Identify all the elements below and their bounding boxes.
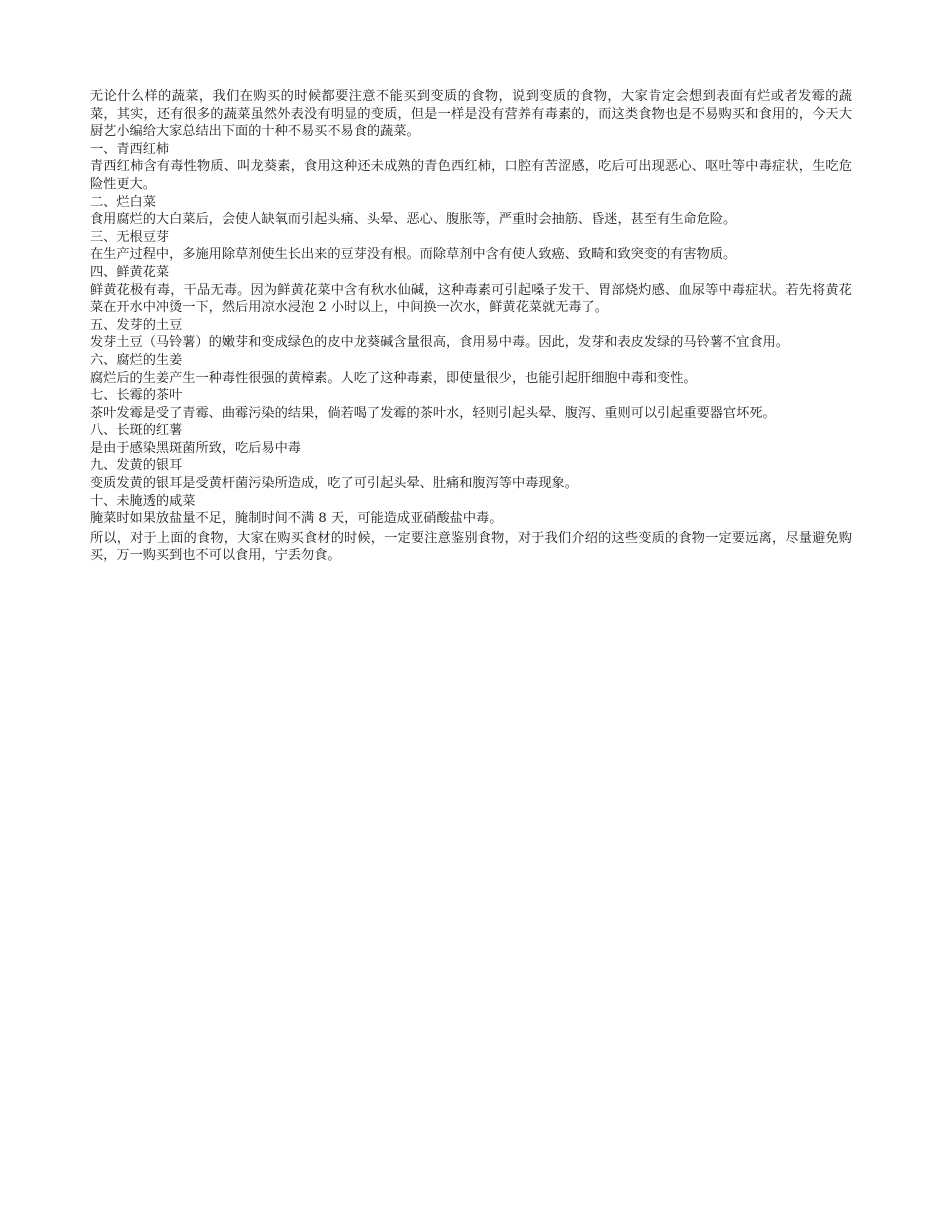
section-heading-8: 八、长斑的红薯 bbox=[90, 423, 183, 439]
article-body bbox=[90, 88, 852, 565]
section-heading-7: 七、长霉的茶叶 bbox=[90, 388, 183, 404]
section-body-8: 是由于感染黑斑菌所致，吃后易中毒 bbox=[90, 440, 301, 456]
section-body-10: 腌菜时如果放盐量不足，腌制时间不满 8 天，可能造成亚硝酸盐中毒。 bbox=[90, 511, 503, 527]
section-heading-2: 二、烂白菜 bbox=[90, 194, 156, 210]
section-heading-10: 十、未腌透的咸菜 bbox=[90, 493, 196, 509]
intro-paragraph: 无论什么样的蔬菜，我们在购买的时候都要注意不能买到变质的食物，说到变质的食物，大家肯定会想到表面有烂或者发霉的蔬菜，其实，还有很多的蔬菜虽然外表没有明显的变质，但是一样是没有营养有毒素的，而这类食物也是不易购买和食用的，今天大厨艺小编给大家总结出下面的十种不易买不易食的蔬菜。 bbox=[90, 89, 852, 140]
section-body-7: 茶叶发霉是受了青霉、曲霉污染的结果，倘若喝了发霉的茶叶水，轻则引起头晕、腹泻、重则可以引起重要器官坏死。 bbox=[90, 405, 776, 421]
section-heading-1: 一、青西红柿 bbox=[90, 141, 170, 157]
section-body-6: 腐烂后的生姜产生一种毒性很强的黄樟素。人吃了这种毒素，即使量很少，也能引起肝细胞中毒和变性。 bbox=[90, 370, 697, 386]
section-body-1: 青西红柿含有毒性物质、叫龙葵素，食用这种还未成熟的青色西红柿，口腔有苦涩感，吃后可出现恶心、呕吐等中毒症状，生吃危险性更大。 bbox=[90, 159, 852, 192]
section-heading-9: 九、发黄的银耳 bbox=[90, 458, 183, 474]
closing-paragraph: 所以，对于上面的食物，大家在购买食材的时候，一定要注意鉴别食物，对于我们介绍的这些变质的食物一定要远离，尽量避免购买，万一购买到也不可以食用，宁丢勿食。 bbox=[90, 530, 852, 564]
section-heading-6: 六、腐烂的生姜 bbox=[90, 352, 183, 368]
section-heading-3: 三、无根豆芽 bbox=[90, 229, 170, 245]
section-body-9: 变质发黄的银耳是受黄杆菌污染所造成，吃了可引起头晕、肚痛和腹泻等中毒现象。 bbox=[90, 476, 578, 492]
section-heading-5: 五、发芽的土豆 bbox=[90, 317, 183, 333]
section-body-5: 发芽土豆（马铃薯）的嫩芽和变成绿色的皮中龙葵碱含量很高，食用易中毒。因此，发芽和表皮发绿的马铃薯不宜食用。 bbox=[90, 335, 789, 351]
section-heading-4: 四、鲜黄花菜 bbox=[90, 264, 170, 280]
section-body-2: 食用腐烂的大白菜后，会使人缺氧而引起头痛、头晕、恶心、腹胀等，严重时会抽筋、昏迷，甚至有生命危险。 bbox=[90, 212, 737, 228]
section-body-4: 鲜黄花极有毒，干品无毒。因为鲜黄花菜中含有秋水仙碱，这种毒素可引起嗓子发干、胃部烧灼感、血尿等中毒症状。若先将黄花菜在开水中冲烫一下，然后用凉水浸泡 2 小时以上，中间换一次水，鲜黄花菜就无毒了。 bbox=[90, 282, 852, 316]
section-body-3: 在生产过程中，多施用除草剂使生长出来的豆芽没有根。而除草剂中含有使人致癌、致畸和致突变的有害物质。 bbox=[90, 247, 737, 263]
